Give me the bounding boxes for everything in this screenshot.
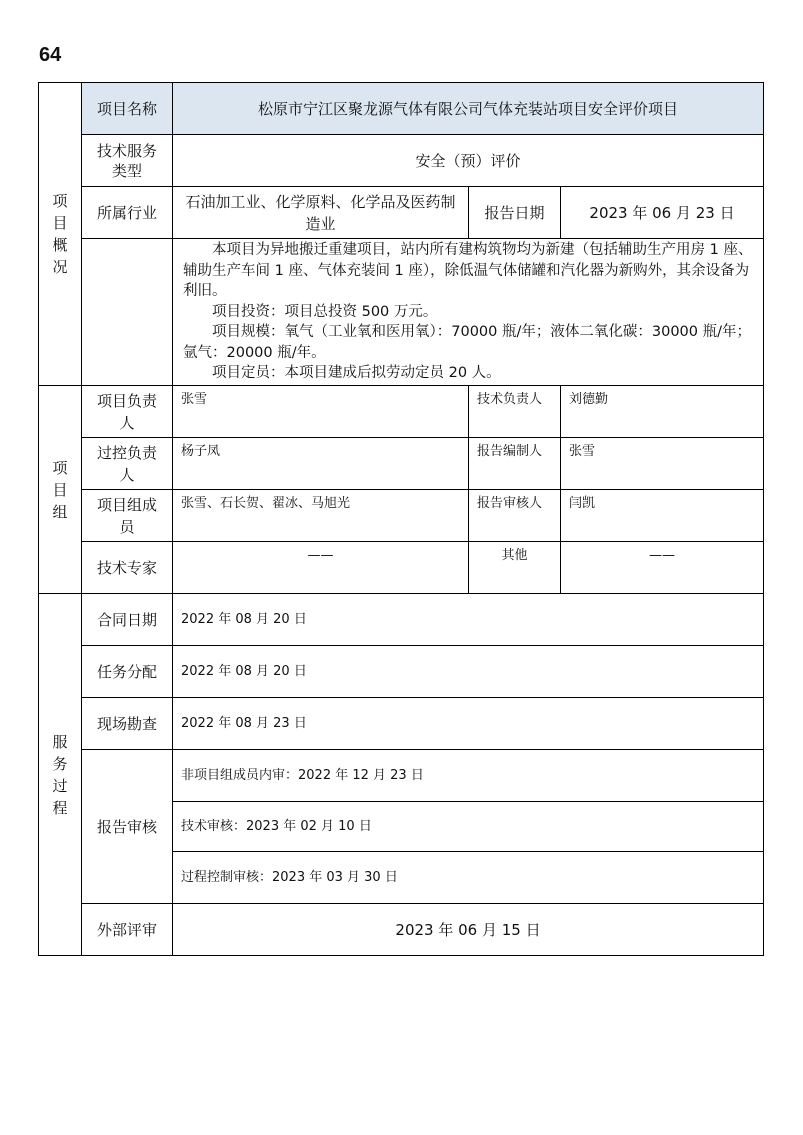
report-reviewer: 闫凯 [561,490,764,542]
report-reviewer-label: 报告审核人 [469,490,561,542]
survey-date: 2022 年 08 月 23 日 [173,698,764,750]
members: 张雪、石长贺、翟冰、马旭光 [173,490,469,542]
members-label: 项目组成员 [82,490,173,542]
section-process-label: 服 务 过 程 [39,594,82,956]
contract-date: 2022 年 08 月 20 日 [173,594,764,646]
leader: 张雪 [173,386,469,438]
section-team-label: 项 目 组 [39,386,82,594]
description-label-empty [82,239,173,386]
project-name: 松原市宁江区聚龙源气体有限公司气体充装站项目安全评价项目 [173,83,764,135]
description-para: 项目投资：项目总投资 500 万元。 [212,303,438,320]
industry-label: 所属行业 [82,187,173,239]
tech-leader-label: 技术负责人 [469,386,561,438]
service-type: 安全（预）评价 [173,135,764,187]
section-overview-label: 项 目 概 况 [39,83,82,386]
report-writer: 张雪 [561,438,764,490]
description-para: 项目定员：本项目建成后拟劳动定员 20 人。 [212,365,501,381]
description-para: 本项目为异地搬迁重建项目，站内所有建构筑物均为新建（包括辅助生产用房 1 座、辅助生产车间 1 座、气体充装间 1 座），除低温气体储罐和汽化器为新购外，其余设备为利旧。 [183,242,753,299]
survey-label: 现场勘查 [82,698,173,750]
tech-leader: 刘德勤 [561,386,764,438]
review-internal: 非项目组成员内审：2022 年 12 月 23 日 [173,750,764,802]
report-date-label: 报告日期 [469,187,561,239]
report-date: 2023 年 06 月 23 日 [561,187,764,239]
assign-date: 2022 年 08 月 20 日 [173,646,764,698]
page-number: 64 [39,44,62,66]
other: —— [561,542,764,594]
review-label: 报告审核 [82,750,173,904]
review-process: 过程控制审核：2023 年 03 月 30 日 [173,852,764,904]
review-tech: 技术审核：2023 年 02 月 10 日 [173,802,764,852]
external-label: 外部评审 [82,904,173,956]
report-writer-label: 报告编制人 [469,438,561,490]
project-info-table [38,82,764,956]
description-para: 项目规模：氧气（工业氧和医用氧）：70000 瓶/年；液体二氧化碳：30000 瓶/年；氩气：20000 瓶/年。 [183,324,751,361]
expert: —— [173,542,469,594]
other-label: 其他 [469,542,561,594]
process-ctrl-label: 过控负责人 [82,438,173,490]
project-description [173,239,764,386]
external-date: 2023 年 06 月 15 日 [173,904,764,956]
leader-label: 项目负责人 [82,386,173,438]
process-ctrl: 杨子凤 [173,438,469,490]
expert-label: 技术专家 [82,542,173,594]
service-type-label: 技术服务类型 [82,135,173,187]
industry: 石油加工业、化学原料、化学品及医药制造业 [173,187,469,239]
contract-label: 合同日期 [82,594,173,646]
assign-label: 任务分配 [82,646,173,698]
project-name-label: 项目名称 [82,83,173,135]
